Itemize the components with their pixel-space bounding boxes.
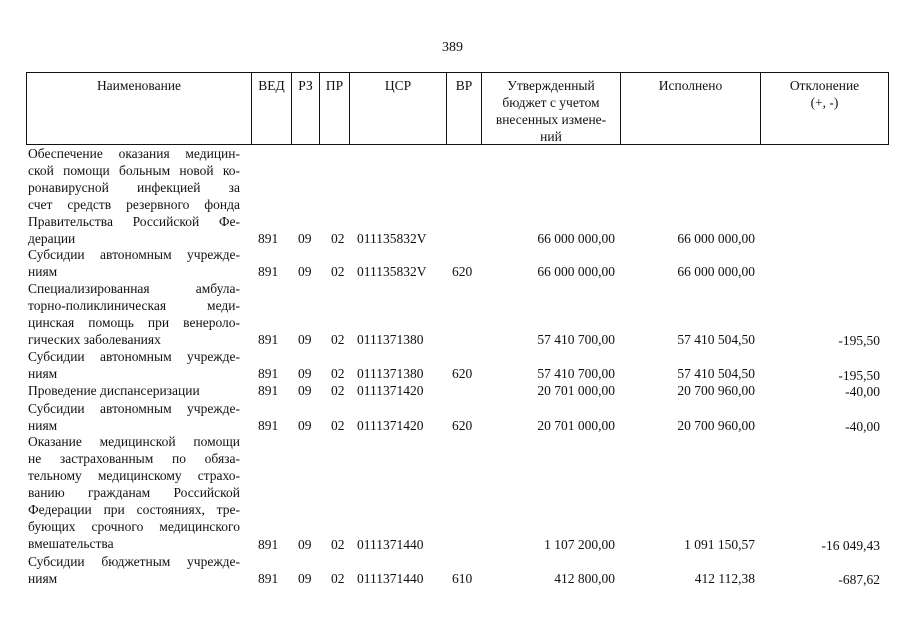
row-pr: 02 xyxy=(331,383,345,398)
page-number: 389 xyxy=(442,40,463,55)
row-ved: 891 xyxy=(258,366,279,381)
header-rz-label: РЗ xyxy=(298,78,313,93)
row-name-line: бующих срочного медицинского xyxy=(28,519,240,534)
row-ved: 891 xyxy=(258,383,279,398)
row-executed: 412 112,38 xyxy=(694,571,755,586)
row-name-line: ниям xyxy=(28,571,58,586)
row-name-line: ской помощи больным новой ко- xyxy=(28,163,240,178)
row-executed: 57 410 504,50 xyxy=(677,332,755,347)
row-csr: 011135832V xyxy=(357,264,427,279)
row-name xyxy=(28,145,240,247)
row-pr: 02 xyxy=(331,418,345,433)
row-name xyxy=(28,246,240,280)
row-pr: 02 xyxy=(331,537,345,552)
row-name xyxy=(28,382,240,399)
header-pr-label: ПР xyxy=(325,78,344,93)
row-ved: 891 xyxy=(258,571,279,586)
row-name-line: ниям xyxy=(28,418,58,433)
row-name xyxy=(28,433,240,552)
row-budget: 66 000 000,00 xyxy=(537,264,615,279)
row-deviation: -40,00 xyxy=(845,419,880,434)
header-vr xyxy=(446,73,481,144)
row-name xyxy=(28,280,240,348)
row-name xyxy=(28,400,240,434)
row-rz: 09 xyxy=(298,264,312,279)
row-budget: 57 410 700,00 xyxy=(537,366,615,381)
header-budget xyxy=(481,73,620,144)
row-csr: 0111371440 xyxy=(357,537,424,552)
row-budget: 57 410 700,00 xyxy=(537,332,615,347)
row-executed: 1 091 150,57 xyxy=(684,537,755,552)
row-executed: 66 000 000,00 xyxy=(677,264,755,279)
row-vr: 620 xyxy=(452,366,473,381)
row-pr: 02 xyxy=(331,264,345,279)
row-name-line: цинская помощь при венероло- xyxy=(28,315,240,330)
header-name xyxy=(26,73,251,144)
row-name-line: Субсидии автономным учрежде- xyxy=(28,349,240,364)
row-name-line: Субсидии автономным учрежде- xyxy=(28,247,240,262)
row-name xyxy=(28,348,240,382)
row-rz: 09 xyxy=(298,571,312,586)
row-deviation: -40,00 xyxy=(845,384,880,399)
header-name-label: Наименование xyxy=(96,78,182,93)
row-name-line: Правительства Российской Фе- xyxy=(28,214,240,229)
header-budget-line: Утвержденный xyxy=(507,78,595,93)
header-budget-line: внесенных измене- xyxy=(495,112,607,127)
row-name-line: не застрахованным по обяза- xyxy=(28,451,240,466)
header-vr-label: ВР xyxy=(455,78,473,93)
row-executed: 20 700 960,00 xyxy=(677,383,755,398)
row-csr: 0111371420 xyxy=(357,418,424,433)
row-name-line: ванию гражданам Российской xyxy=(28,485,240,500)
row-executed: 57 410 504,50 xyxy=(677,366,755,381)
row-pr: 02 xyxy=(331,571,345,586)
row-csr: 0111371440 xyxy=(357,571,424,586)
row-ved: 891 xyxy=(258,264,279,279)
row-name-line: ронавирусной инфекцией за xyxy=(28,180,240,195)
row-csr: 0111371380 xyxy=(357,366,424,381)
row-pr: 02 xyxy=(331,231,345,246)
row-executed: 66 000 000,00 xyxy=(677,231,755,246)
row-ved: 891 xyxy=(258,231,279,246)
row-deviation: -195,50 xyxy=(838,368,880,383)
header-rz xyxy=(291,73,319,144)
row-executed: 20 700 960,00 xyxy=(677,418,755,433)
row-rz: 09 xyxy=(298,537,312,552)
row-vr: 620 xyxy=(452,264,473,279)
row-name-line: счет средств резервного фонда xyxy=(28,197,240,212)
row-name-line: вмешательства xyxy=(28,536,114,551)
header-budget-line: бюджет с учетом xyxy=(502,95,600,110)
row-name-line: Субсидии бюджетным учрежде- xyxy=(28,554,240,569)
row-pr: 02 xyxy=(331,332,345,347)
row-deviation: -195,50 xyxy=(838,333,880,348)
row-rz: 09 xyxy=(298,231,312,246)
row-name-line: тельному медицинскому страхо- xyxy=(28,468,240,483)
row-csr: 0111371380 xyxy=(357,332,424,347)
header-csr-label: ЦСР xyxy=(384,78,412,93)
row-ved: 891 xyxy=(258,332,279,347)
row-name-line: гических заболеваниях xyxy=(28,332,161,347)
header-csr xyxy=(349,73,446,144)
row-ved: 891 xyxy=(258,537,279,552)
row-name-line: Обеспечение оказания медицин- xyxy=(28,146,240,161)
row-budget: 1 107 200,00 xyxy=(544,537,615,552)
header-executed-label: Исполнено xyxy=(658,78,723,93)
row-budget: 20 701 000,00 xyxy=(537,418,615,433)
header-deviation-line: (+, -) xyxy=(810,95,839,110)
row-budget: 412 800,00 xyxy=(554,571,615,586)
row-budget: 20 701 000,00 xyxy=(537,383,615,398)
row-name-line: ниям xyxy=(28,264,58,279)
row-ved: 891 xyxy=(258,418,279,433)
row-deviation: -687,62 xyxy=(838,572,880,587)
row-name-line: ниям xyxy=(28,366,58,381)
row-name-line: Специализированная амбула- xyxy=(28,281,240,296)
row-name-line: Оказание медицинской помощи xyxy=(28,434,240,449)
row-name xyxy=(28,553,240,587)
row-deviation: -16 049,43 xyxy=(821,538,880,553)
row-rz: 09 xyxy=(298,383,312,398)
header-deviation-line: Отклонение xyxy=(789,78,860,93)
header-ved-label: ВЕД xyxy=(258,78,285,93)
row-name-line: Субсидии автономным учрежде- xyxy=(28,401,240,416)
row-csr: 011135832V xyxy=(357,231,427,246)
row-name-line: дерации xyxy=(28,231,76,246)
row-vr: 610 xyxy=(452,571,473,586)
header-ved xyxy=(251,73,291,144)
row-csr: 0111371420 xyxy=(357,383,424,398)
row-rz: 09 xyxy=(298,332,312,347)
header-budget-line: ний xyxy=(540,129,562,144)
row-budget: 66 000 000,00 xyxy=(537,231,615,246)
header-deviation xyxy=(760,73,889,144)
row-name-line: торно-поликлиническая меди- xyxy=(28,298,240,313)
row-rz: 09 xyxy=(298,418,312,433)
row-name-line: Проведение диспансеризации xyxy=(28,383,200,398)
table-header xyxy=(26,72,889,145)
row-pr: 02 xyxy=(331,366,345,381)
header-executed xyxy=(620,73,760,144)
row-name-line: Федерации при состояниях, тре- xyxy=(28,502,240,517)
row-rz: 09 xyxy=(298,366,312,381)
header-pr xyxy=(319,73,349,144)
row-vr: 620 xyxy=(452,418,473,433)
